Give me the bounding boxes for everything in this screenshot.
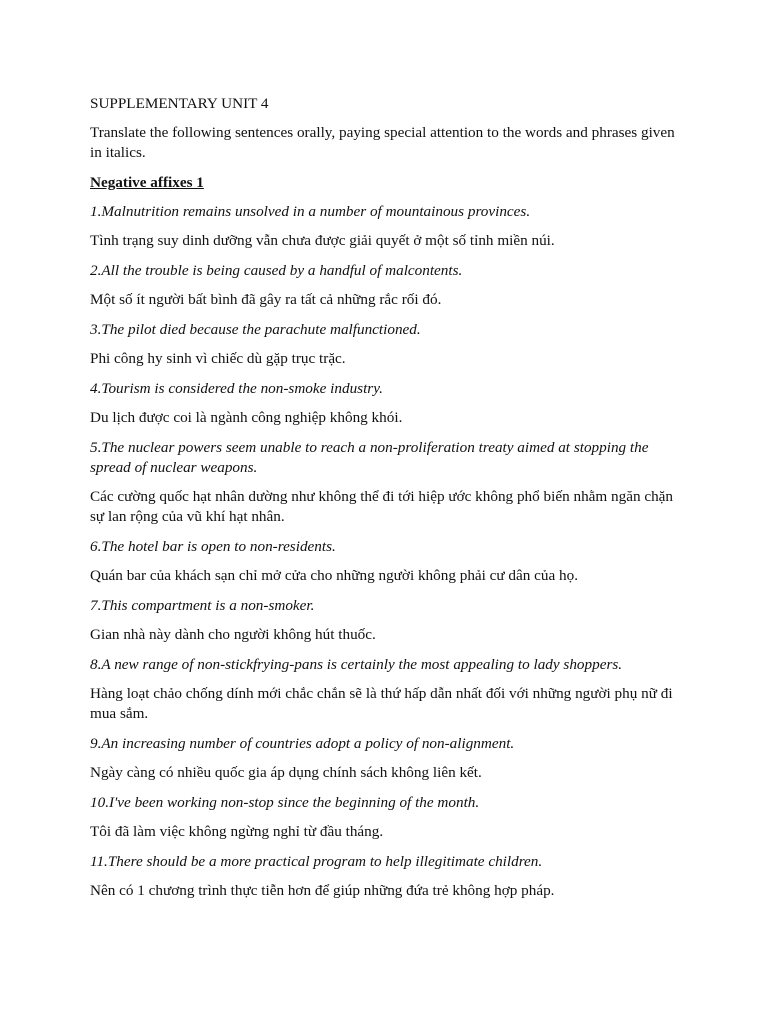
english-sentence-1: 1.Malnutrition remains unsolved in a number of mountainous provinces. — [90, 203, 531, 220]
document-heading: SUPPLEMENTARY UNIT 4 — [90, 95, 269, 112]
vietnamese-translation-9: Ngày càng có nhiều quốc gia áp dụng chính sách không liên kết. — [90, 764, 482, 781]
vietnamese-translation-3: Phi công hy sinh vì chiếc dù gặp trục trặc. — [90, 350, 346, 367]
vietnamese-translation-6: Quán bar của khách sạn chỉ mở cửa cho những người không phải cư dân của họ. — [90, 567, 579, 584]
english-sentence-2: 2.All the trouble is being caused by a handful of malcontents. — [90, 262, 463, 279]
vietnamese-translation-8: Hàng loạt chảo chống dính mới chắc chắn sẽ là thứ hấp dẫn nhất đối với những người phụ nữ đi mua sắm. — [90, 685, 673, 722]
document-content — [90, 94, 690, 911]
vietnamese-translation-7: Gian nhà này dành cho người không hút thuốc. — [90, 626, 376, 643]
english-sentence-6: 6.The hotel bar is open to non-residents. — [90, 538, 336, 555]
instructions-paragraph: Translate the following sentences orally, paying special attention to the words and phrases given in italics. — [90, 124, 675, 161]
vietnamese-translation-4: Du lịch được coi là ngành công nghiệp không khói. — [90, 409, 403, 426]
vietnamese-translation-10: Tôi đã làm việc không ngừng nghỉ từ đầu tháng. — [90, 823, 384, 840]
english-sentence-7: 7.This compartment is a non-smoker. — [90, 597, 315, 614]
english-sentence-9: 9.An increasing number of countries adopt a policy of non-alignment. — [90, 735, 515, 752]
english-sentence-10: 10.I've been working non-stop since the beginning of the month. — [90, 794, 480, 811]
vietnamese-translation-11: Nên có 1 chương trình thực tiễn hơn để giúp những đứa trẻ không hợp pháp. — [90, 882, 555, 899]
vietnamese-translation-2: Một số ít người bất bình đã gây ra tất cả những rắc rối đó. — [90, 291, 442, 308]
section-title: Negative affixes 1 — [90, 174, 204, 191]
vietnamese-translation-5: Các cường quốc hạt nhân dường như không thể đi tới hiệp ước không phổ biến nhằm ngăn chặn sự lan rộng của vũ khí hạt nhân. — [90, 488, 673, 525]
english-sentence-8: 8.A new range of non-stickfrying-pans is certainly the most appealing to lady shoppers. — [90, 656, 623, 673]
english-sentence-11: 11.There should be a more practical program to help illegitimate children. — [90, 853, 543, 870]
english-sentence-4: 4.Tourism is considered the non-smoke industry. — [90, 380, 383, 397]
english-sentence-3: 3.The pilot died because the parachute malfunctioned. — [90, 321, 421, 338]
english-sentence-5: 5.The nuclear powers seem unable to reach a non-proliferation treaty aimed at stopping the spread of nuclear weapons. — [90, 439, 649, 476]
vietnamese-translation-1: Tình trạng suy dinh dưỡng vẫn chưa được giải quyết ở một số tỉnh miền núi. — [90, 232, 555, 249]
